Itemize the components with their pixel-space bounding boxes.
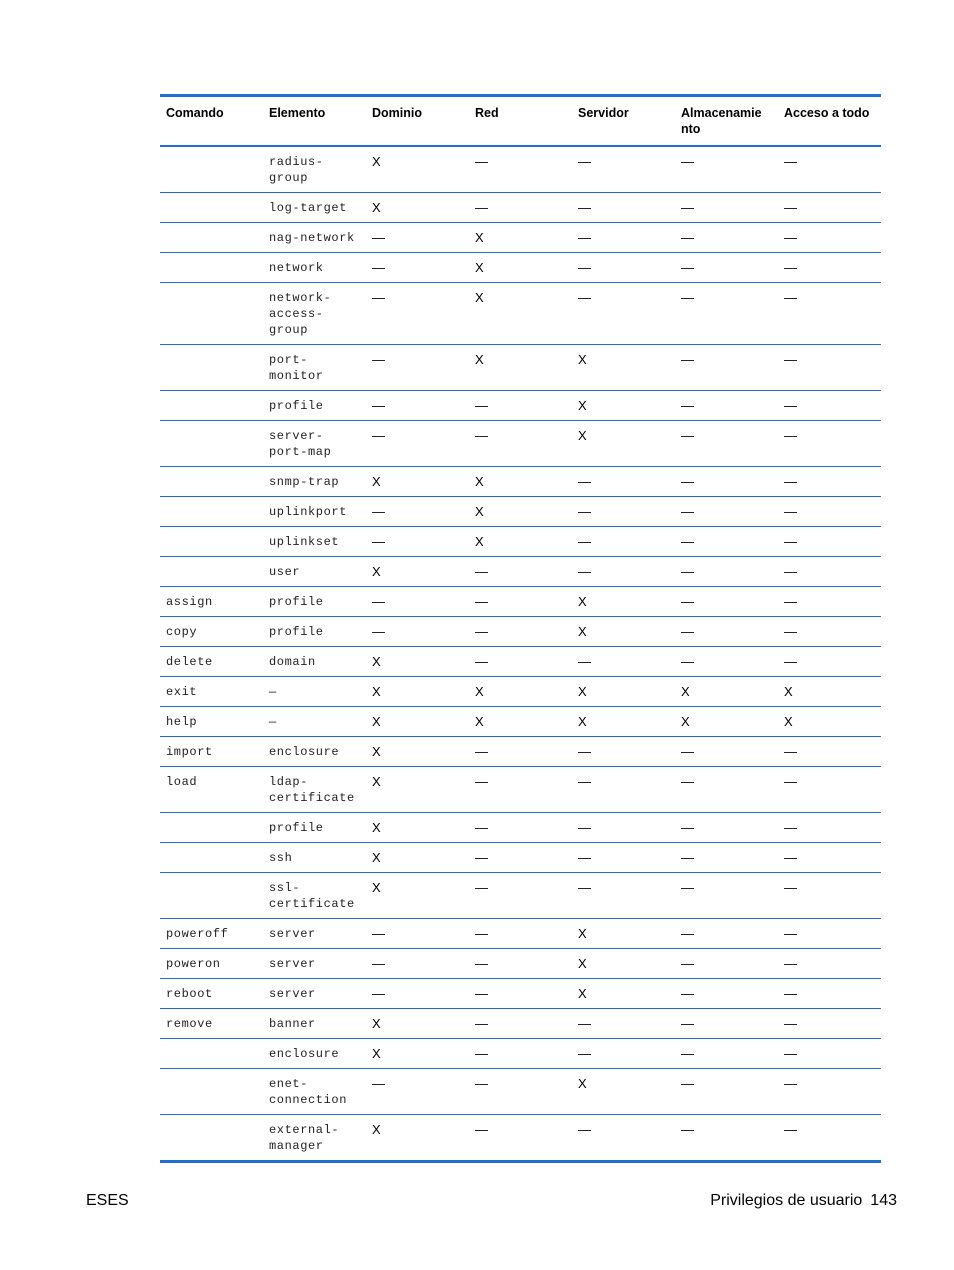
- cell-permission: —: [572, 193, 675, 223]
- cell-permission: X: [366, 707, 469, 737]
- cell-permission: X: [469, 707, 572, 737]
- cell-permission: —: [675, 873, 778, 919]
- cell-comando: copy: [160, 617, 263, 647]
- cell-permission: —: [675, 813, 778, 843]
- cell-permission: X: [469, 677, 572, 707]
- cell-permission: —: [572, 767, 675, 813]
- cell-permission: X: [469, 253, 572, 283]
- cell-elemento: uplinkset: [263, 527, 366, 557]
- cell-permission: —: [469, 587, 572, 617]
- cell-comando: [160, 1115, 263, 1162]
- cell-permission: —: [572, 223, 675, 253]
- page-number: 143: [870, 1192, 897, 1209]
- cell-permission: —: [778, 617, 881, 647]
- cell-comando: [160, 1069, 263, 1115]
- cell-permission: —: [778, 919, 881, 949]
- cell-permission: —: [675, 737, 778, 767]
- cell-permission: —: [778, 1069, 881, 1115]
- cell-permission: X: [366, 146, 469, 193]
- cell-permission: —: [572, 873, 675, 919]
- cell-permission: —: [778, 647, 881, 677]
- cell-permission: X: [778, 707, 881, 737]
- cell-permission: —: [778, 193, 881, 223]
- cell-permission: —: [778, 873, 881, 919]
- table-row: [160, 391, 881, 421]
- cell-permission: —: [675, 345, 778, 391]
- table-row: [160, 647, 881, 677]
- table-row: [160, 737, 881, 767]
- cell-permission: —: [366, 345, 469, 391]
- cell-permission: —: [366, 1069, 469, 1115]
- cell-permission: —: [366, 283, 469, 345]
- cell-permission: —: [675, 1039, 778, 1069]
- table-row: [160, 707, 881, 737]
- cell-elemento: profile: [263, 391, 366, 421]
- header-acceso-a-todo: Acceso a todo: [778, 96, 881, 147]
- cell-elemento: enclosure: [263, 737, 366, 767]
- table-row: [160, 421, 881, 467]
- cell-elemento: profile: [263, 617, 366, 647]
- cell-permission: —: [778, 146, 881, 193]
- cell-permission: —: [675, 283, 778, 345]
- cell-comando: poweron: [160, 949, 263, 979]
- table-header-row: [160, 96, 881, 147]
- cell-permission: X: [366, 1009, 469, 1039]
- cell-comando: remove: [160, 1009, 263, 1039]
- cell-permission: —: [675, 919, 778, 949]
- cell-comando: [160, 283, 263, 345]
- cell-permission: —: [366, 919, 469, 949]
- cell-permission: —: [675, 421, 778, 467]
- cell-permission: —: [572, 1039, 675, 1069]
- cell-elemento: network: [263, 253, 366, 283]
- table-row: [160, 1039, 881, 1069]
- cell-permission: —: [675, 1069, 778, 1115]
- privileges-table: [160, 94, 881, 1163]
- cell-permission: X: [572, 979, 675, 1009]
- cell-permission: —: [675, 557, 778, 587]
- cell-comando: delete: [160, 647, 263, 677]
- cell-comando: [160, 873, 263, 919]
- cell-elemento: profile: [263, 587, 366, 617]
- cell-permission: —: [778, 813, 881, 843]
- footer-left: ESES: [86, 1192, 129, 1209]
- cell-comando: [160, 843, 263, 873]
- cell-permission: —: [572, 497, 675, 527]
- table-row: [160, 873, 881, 919]
- cell-comando: poweroff: [160, 919, 263, 949]
- cell-permission: X: [366, 843, 469, 873]
- cell-elemento: enet- connection: [263, 1069, 366, 1115]
- cell-permission: —: [572, 737, 675, 767]
- cell-permission: —: [778, 345, 881, 391]
- cell-comando: assign: [160, 587, 263, 617]
- cell-permission: —: [675, 617, 778, 647]
- cell-permission: —: [778, 737, 881, 767]
- cell-elemento: server: [263, 919, 366, 949]
- cell-permission: X: [469, 223, 572, 253]
- cell-permission: —: [675, 146, 778, 193]
- cell-permission: —: [675, 467, 778, 497]
- header-dominio: Dominio: [366, 96, 469, 147]
- cell-comando: [160, 253, 263, 283]
- cell-comando: [160, 223, 263, 253]
- cell-permission: —: [366, 527, 469, 557]
- footer-section-title: Privilegios de usuario: [710, 1192, 863, 1209]
- cell-permission: —: [475, 1122, 488, 1137]
- cell-permission: —: [572, 843, 675, 873]
- cell-permission: —: [366, 497, 469, 527]
- cell-permission: —: [469, 979, 572, 1009]
- cell-permission: X: [366, 813, 469, 843]
- cell-permission: X: [372, 1122, 381, 1137]
- cell-permission: —: [675, 587, 778, 617]
- cell-permission: —: [469, 949, 572, 979]
- cell-comando: [160, 345, 263, 391]
- cell-permission: —: [675, 391, 778, 421]
- cell-elemento: domain: [263, 647, 366, 677]
- table-row: [160, 813, 881, 843]
- table-row: [160, 1069, 881, 1115]
- cell-permission: X: [366, 557, 469, 587]
- cell-permission: —: [675, 253, 778, 283]
- table-row: [160, 843, 881, 873]
- cell-permission: X: [366, 1039, 469, 1069]
- cell-permission: —: [675, 767, 778, 813]
- cell-permission: —: [675, 979, 778, 1009]
- cell-permission: —: [469, 767, 572, 813]
- header-servidor: Servidor: [572, 96, 675, 147]
- cell-comando: [160, 391, 263, 421]
- table-row: [160, 677, 881, 707]
- cell-permission: —: [778, 421, 881, 467]
- cell-permission: X: [572, 617, 675, 647]
- cell-comando: [160, 421, 263, 467]
- cell-permission: —: [675, 647, 778, 677]
- cell-comando: [160, 497, 263, 527]
- cell-permission: X: [366, 767, 469, 813]
- cell-comando: help: [160, 707, 263, 737]
- cell-elemento: ssl- certificate: [263, 873, 366, 919]
- cell-elemento: network- access- group: [263, 283, 366, 345]
- cell-permission: —: [784, 1122, 797, 1137]
- cell-comando: [160, 467, 263, 497]
- cell-permission: —: [366, 391, 469, 421]
- cell-permission: X: [572, 707, 675, 737]
- cell-permission: —: [469, 647, 572, 677]
- cell-permission: —: [578, 1122, 591, 1137]
- cell-permission: —: [366, 223, 469, 253]
- table-row: [160, 557, 881, 587]
- cell-elemento: banner: [263, 1009, 366, 1039]
- cell-permission: —: [675, 527, 778, 557]
- cell-permission: —: [572, 527, 675, 557]
- table-row: [160, 587, 881, 617]
- cell-permission: X: [572, 391, 675, 421]
- cell-elemento: —: [263, 707, 366, 737]
- table-row: [160, 283, 881, 345]
- cell-permission: X: [366, 647, 469, 677]
- cell-comando: [160, 193, 263, 223]
- header-comando: Comando: [160, 96, 263, 147]
- cell-permission: —: [469, 843, 572, 873]
- cell-permission: X: [572, 587, 675, 617]
- cell-permission: X: [675, 677, 778, 707]
- cell-permission: X: [572, 919, 675, 949]
- cell-permission: —: [366, 421, 469, 467]
- cell-permission: —: [572, 813, 675, 843]
- cell-elemento: server- port-map: [263, 421, 366, 467]
- cell-permission: —: [778, 497, 881, 527]
- table-row: [160, 253, 881, 283]
- cell-permission: X: [366, 193, 469, 223]
- cell-permission: —: [572, 647, 675, 677]
- cell-permission: X: [778, 677, 881, 707]
- cell-permission: —: [778, 253, 881, 283]
- cell-comando: exit: [160, 677, 263, 707]
- cell-permission: X: [469, 283, 572, 345]
- table-row: [160, 1115, 881, 1162]
- cell-permission: —: [469, 813, 572, 843]
- cell-elemento: port- monitor: [263, 345, 366, 391]
- table-row: [160, 527, 881, 557]
- cell-elemento: ssh: [263, 843, 366, 873]
- cell-permission: X: [469, 497, 572, 527]
- cell-elemento: nag-network: [263, 223, 366, 253]
- cell-permission: —: [572, 253, 675, 283]
- cell-permission: —: [778, 767, 881, 813]
- cell-comando: load: [160, 767, 263, 813]
- table-row: [160, 345, 881, 391]
- cell-permission: —: [572, 283, 675, 345]
- cell-permission: X: [366, 737, 469, 767]
- cell-permission: —: [778, 979, 881, 1009]
- table-row: [160, 617, 881, 647]
- cell-permission: —: [675, 497, 778, 527]
- cell-permission: —: [469, 391, 572, 421]
- cell-permission: —: [778, 527, 881, 557]
- footer-right: [710, 1191, 897, 1211]
- header-almacenamiento: Almacenamie nto: [675, 96, 778, 147]
- cell-permission: —: [366, 587, 469, 617]
- cell-permission: X: [572, 677, 675, 707]
- cell-permission: X: [366, 467, 469, 497]
- cell-permission: —: [366, 979, 469, 1009]
- cell-permission: —: [778, 467, 881, 497]
- cell-permission: —: [572, 1009, 675, 1039]
- cell-permission: X: [469, 345, 572, 391]
- cell-elemento: enclosure: [263, 1039, 366, 1069]
- cell-comando: import: [160, 737, 263, 767]
- cell-permission: —: [572, 557, 675, 587]
- cell-comando: [160, 1039, 263, 1069]
- cell-permission: —: [675, 949, 778, 979]
- cell-permission: X: [366, 677, 469, 707]
- table-row: [160, 497, 881, 527]
- cell-permission: X: [572, 345, 675, 391]
- cell-elemento: server: [263, 979, 366, 1009]
- cell-permission: X: [675, 707, 778, 737]
- table-row: [160, 146, 881, 193]
- cell-elemento: server: [263, 949, 366, 979]
- cell-permission: —: [469, 873, 572, 919]
- cell-permission: —: [675, 1009, 778, 1039]
- cell-permission: —: [366, 253, 469, 283]
- table-row: [160, 223, 881, 253]
- cell-permission: —: [469, 193, 572, 223]
- cell-permission: —: [681, 1122, 694, 1137]
- table-row: [160, 949, 881, 979]
- cell-permission: —: [366, 949, 469, 979]
- cell-elemento: external- manager: [269, 1123, 340, 1153]
- table-row: [160, 979, 881, 1009]
- cell-permission: X: [572, 949, 675, 979]
- table-row: [160, 767, 881, 813]
- cell-elemento: user: [263, 557, 366, 587]
- cell-permission: —: [469, 421, 572, 467]
- cell-elemento: log-target: [263, 193, 366, 223]
- cell-permission: —: [778, 557, 881, 587]
- cell-permission: —: [778, 283, 881, 345]
- cell-permission: X: [572, 1069, 675, 1115]
- cell-elemento: —: [263, 677, 366, 707]
- cell-elemento: ldap- certificate: [263, 767, 366, 813]
- cell-permission: —: [469, 1039, 572, 1069]
- cell-permission: —: [366, 617, 469, 647]
- table-row: [160, 919, 881, 949]
- cell-permission: —: [778, 1039, 881, 1069]
- cell-permission: —: [778, 843, 881, 873]
- table-row: [160, 467, 881, 497]
- cell-permission: —: [675, 843, 778, 873]
- cell-permission: X: [572, 421, 675, 467]
- cell-permission: —: [675, 223, 778, 253]
- cell-permission: —: [469, 1009, 572, 1039]
- header-red: Red: [469, 96, 572, 147]
- cell-comando: [160, 813, 263, 843]
- cell-elemento: snmp-trap: [263, 467, 366, 497]
- cell-permission: —: [469, 617, 572, 647]
- cell-comando: [160, 557, 263, 587]
- cell-permission: X: [469, 467, 572, 497]
- cell-permission: —: [778, 391, 881, 421]
- cell-permission: —: [675, 193, 778, 223]
- table-row: [160, 1009, 881, 1039]
- cell-comando: [160, 527, 263, 557]
- cell-permission: —: [572, 467, 675, 497]
- cell-comando: [160, 146, 263, 193]
- table-row: [160, 193, 881, 223]
- cell-permission: —: [469, 919, 572, 949]
- cell-permission: —: [778, 587, 881, 617]
- cell-permission: —: [469, 737, 572, 767]
- cell-permission: —: [469, 557, 572, 587]
- cell-elemento: radius- group: [263, 146, 366, 193]
- cell-comando: reboot: [160, 979, 263, 1009]
- cell-permission: —: [469, 146, 572, 193]
- cell-permission: —: [778, 949, 881, 979]
- cell-permission: —: [778, 223, 881, 253]
- cell-elemento: uplinkport: [263, 497, 366, 527]
- cell-permission: X: [469, 527, 572, 557]
- cell-permission: —: [469, 1069, 572, 1115]
- cell-elemento: profile: [263, 813, 366, 843]
- table-body: [160, 146, 881, 1162]
- cell-permission: —: [572, 146, 675, 193]
- cell-permission: —: [778, 1009, 881, 1039]
- header-elemento: Elemento: [263, 96, 366, 147]
- cell-permission: X: [366, 873, 469, 919]
